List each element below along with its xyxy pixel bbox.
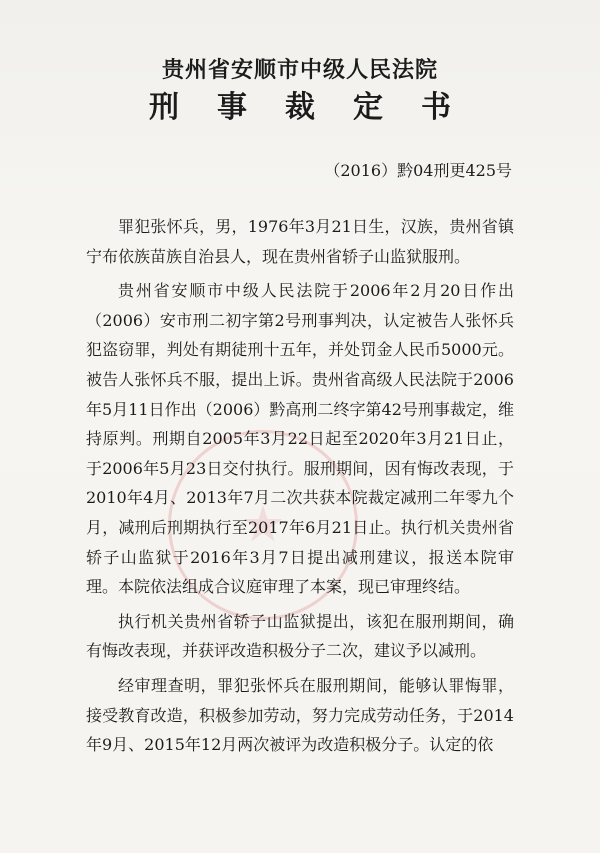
court-name: 贵州省安顺市中级人民法院	[161, 58, 438, 83]
document-title: 刑事裁定书	[149, 90, 489, 125]
case-number: （2016）黔04刑更425号	[324, 161, 512, 180]
paragraph-prison-proposal: 执行机关贵州省轿子山监狱提出，该犯在服刑期间，确有悔改表现，并获评改造积极分子二次，建议予以减刑。	[86, 611, 514, 661]
paragraph-defendant-info: 罪犯张怀兵，男，1976年3月21日生，汉族，贵州省镇宁布依族苗族自治县人，现在贵州省轿子山监狱服刑。	[86, 217, 514, 266]
paragraph-findings: 经审理查明，罪犯张怀兵在服刑期间，能够认罪悔罪，接受教育改造，积极参加劳动，努力完成劳动任务，于2014年9月、2015年12月两次被评为改造积极分子。认定的依	[86, 675, 514, 755]
document-body	[86, 212, 514, 760]
paragraph-case-history: 贵州省安顺市中级人民法院于2006年2月20日作出（2006）安市刑二初字第2号刑事判决，认定被告人张怀兵犯盗窃罪，判处有期徒刑十五年，并处罚金人民币5000元。被告人张怀兵不服，提出上诉。贵州省高级人民法院于2006年5月11日作出（2006）黔高刑二终字第42号刑事裁定，维持原判。刑期自2005年3月22日起至2020年3月21日止，于2006年5月23日交付执行。服刑期间，因有悔改表现，于2010年4月、2013年7月二次共获本院裁定减刑二年零九个月，减刑后刑期执行至2017年6月21日止。执行机关贵州省轿子山监狱于2016年3月7日提出减刑建议，报送本院审理。本院依法组成合议庭审理了本案，现已审理终结。	[86, 281, 514, 597]
